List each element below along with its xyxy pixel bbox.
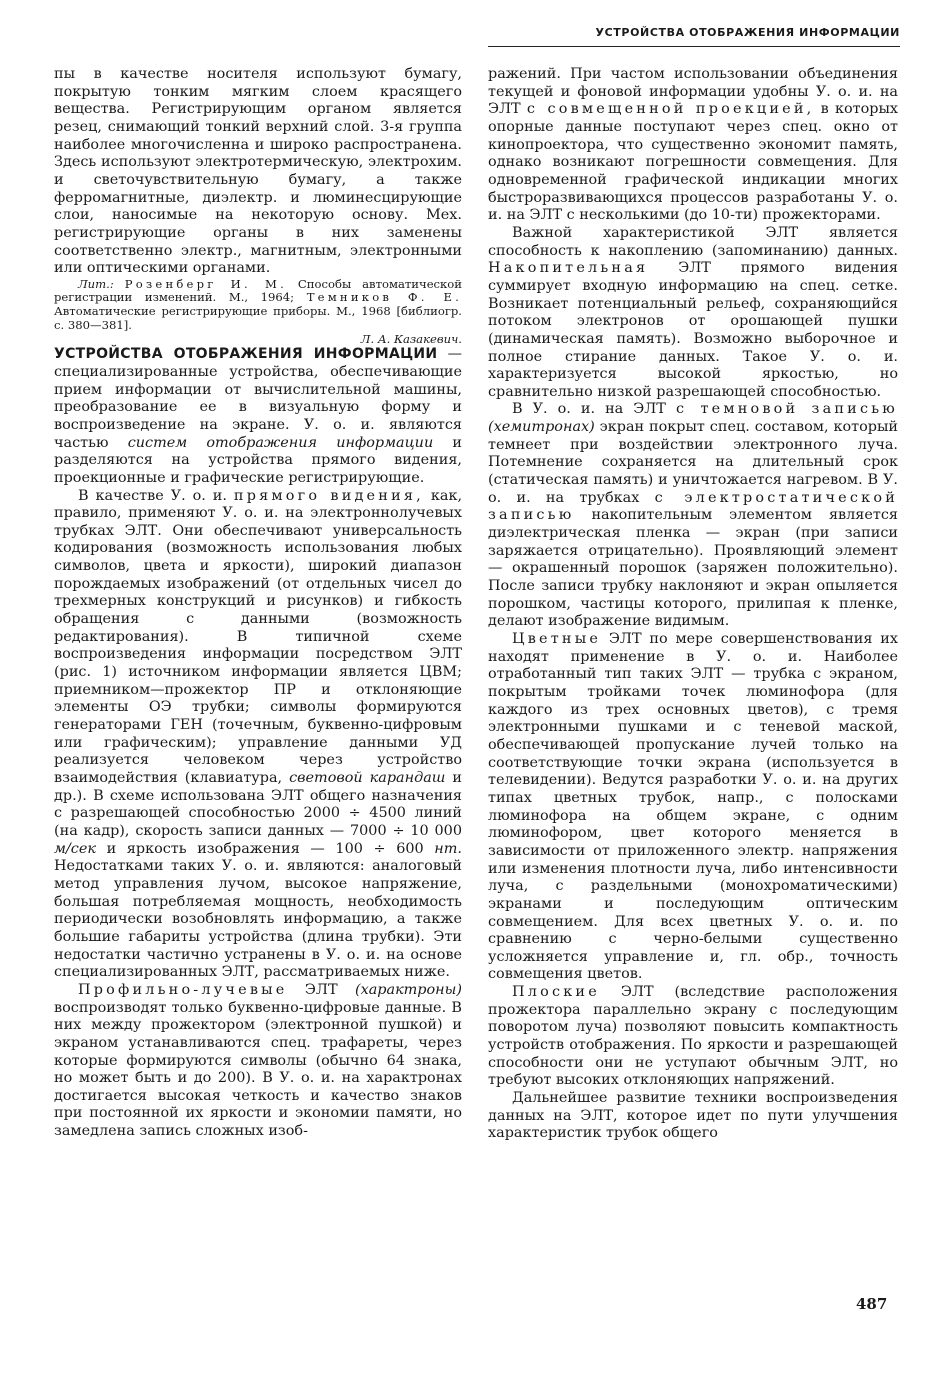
paragraph [488,631,898,984]
italic-term: (характроны) [354,981,462,998]
text-run: как, правило, применяют У. о. и. на электроннолучевых трубках ЭЛТ. Они обеспечивают универсальность кодирования (возможность использования любых символов, цвета и яркости), широкий диапазон порождаемых изображений (от отдельных чисел до трехмерных конструкций и рисунков) и гибкость обращения с данными (возможность редактирования). В типичной схеме воспроизведения информации посредством ЭЛТ (рис. 1) источником информации является ЦВМ; приемником—прожектор ПР и отклоняющие элементы ОЭ трубки; символы формируются генераторами ГЕН (точечным, буквенно-цифровым или графическим); управление данными УД реализуется человеком через устройство взаимодействия (клавиатура, [54,487,463,786]
lit-author: Розенберг И. М. [124,276,287,291]
text-run: ЭЛТ [304,981,338,998]
text-run: и яркость изображения — 100 ÷ 600 [106,840,424,857]
left-column [54,66,462,1141]
paragraph-continuation: пы в качестве носителя используют бумагу, покрытую тонким мягким слоем красящего вещества. Регистрирующим органом является резец, снимающий тонкий верхний слой. 3-я группа наиболее многочисленна и широко распространена. Здесь используют электротермическую, электрохим. и светочувствительную бумагу, а также ферромагнитные, диэлектр. и люминесцирующие слои, наносимые на некоторую основу. Мех. регистрирующие органы в них заменены соответственно электр., магнитным, электронными или оптическими органами. [54,66,462,277]
text-run: Дальнейшее развитие техники воспроизведения данных на ЭЛТ, которое идет по пути улучшения характеристик трубок общего [488,1090,898,1142]
text-run: накопительным элементом является диэлектрическая пленка — экран (при записи заряжается отрицательно). Проявляющий элемент — окрашенный порошок (заряжен положительно). После записи трубку наклоняют и экран опыляется порошком, частицы которого, прилипая к пленке, делают изображение видимым. [488,507,898,630]
text-run: ЭЛТ (вследствие расположения прожектора параллельно экрану с последующим поворотом луча) позволяют повысить компактность устройств отображения. По яркости и разрешающей способности они не уступают обычным ЭЛТ, но требуют высоких отклоняющих напряжений. [488,984,898,1089]
text-run: экран покрыт спец. составом, который темнеет при воздействии электронного луча. Потемнение сохраняется на длительный срок (статическая память) и уничтожается нагревом. В У. о. и. на трубках [488,419,898,506]
article-heading: УСТРОЙСТВА ОТОБРАЖЕНИЯ ИНФОРМАЦИИ [54,346,438,363]
italic-term: (хемитронах) [488,419,595,436]
lit-label: Лит.: [78,276,114,291]
lit-text: Способы автоматической регистрации изменений. М., 1964; [54,276,463,305]
text-run: ЭЛТ прямого видения суммирует входную информацию на спец. сетке. Возникает потенциальный рельеф, сохраняющийся потоком электронов от орошающей пушки (динамическая память). Возможно выборочное и полное стирание данных. Такое У. о. и. характеризуется высокой яркостью, но сравнительно низкой разрешающей способностью. [488,260,899,400]
paragraph [488,984,898,1090]
running-head: УСТРОЙСТВА ОТОБРАЖЕНИЯ ИНФОРМАЦИИ [595,26,900,39]
right-column [488,66,898,1143]
lit-author: Темников Ф. Е. [306,290,462,305]
page-number: 487 [856,1295,888,1313]
header-rule [488,46,900,47]
spaced-term: Накопительная [488,260,649,277]
text-run: в которых опорные данные поступают через спец. окно от кинопроектора, что существенно экономит память, однако возникают погрешности совмещения. Для одновременной графической индикации многих быстроразвивающихся процессов разработаны У. о. и. на ЭЛТ с несколькими (до 10-ти) прожекторами. [488,101,899,224]
spaced-term: Плоские [512,984,600,1001]
lit-text: Автоматические регистрирующие приборы. М., 1968 [библиогр. с. 380—381]. [54,304,462,332]
text-run: ражений. При частом использовании объединения текущей и фоновой информации удобны У. о. и. на ЭЛТ [488,66,898,118]
unit: нт. [434,840,462,857]
spaced-term: с электростатической записью [488,489,898,524]
text-run: воспроизводят только буквенно-цифровые данные. В них между прожектором (электронной пушкой) и экраном устанавливаются спец. трафареты, через которые формируются символы (обычно 64 знака, но может быть и до 200). В У. о. и. на характронах достигается высокая четкость и качество знаков при постоянной их яркости и экономии памяти, но замедлена запись сложных изоб- [54,999,462,1140]
spaced-term: Профильно-лучевые [78,981,288,998]
cross-reference: систем отображения информации [127,434,434,451]
text-run: и разделяются на устройства прямого видения, проекционные и графические регистрирующие. [54,434,463,486]
article-author: Л. А. Казакевич. [360,332,462,347]
bibliography [54,278,462,332]
spaced-term: с совмещенной проекцией, [526,101,815,118]
paragraph [54,982,462,1141]
text-run: В качестве У. о. и. [78,487,227,504]
text-run: — специализированные устройства, обеспечивающие прием информации от вычислительной машины, преобразование ее в визуальную форму и воспроизведение на экране. У. о. и. являются частью [54,346,462,451]
unit: м/сек [54,840,96,857]
cross-reference: световой карандаш [289,770,446,786]
text-run: ЭЛТ по мере совершенствования их находят применение в У. о. и. Наиболее отработанный тип таких ЭЛТ — трубка с экраном, покрытым тройками точек люминофора (для каждого из трех основных цветов), с тремя электронными пушками и с теневой маской, обеспечивающей пропускание лучей только на соответствующие точки экрана (используется в телевидении). Ведутся разработки У. о. и. на других типах цветных трубок, напр., с полосками люминофора на общем экране, с одним люминофором, цвет которого меняется в зависимости от приложенного электр. напряжения или изменения плотности луча, либо интенсивности луча, с раздельными (монохроматическими) экранами и последующим оптическим совмещением. Для всех цветных У. о. и. по сравнению с черно-белыми существенно усложняется управление и, гл. обр., точность совмещения цветов. [488,631,898,983]
paragraph [488,225,898,402]
text-run: В У. о. и. на ЭЛТ [512,401,666,418]
spaced-term: Цветные [512,631,602,647]
paragraph [488,1090,898,1143]
paragraph [488,401,898,631]
spaced-term: с темновой записью [675,401,898,418]
spaced-term: прямого видения, [233,487,424,504]
paragraph [54,488,462,982]
paragraph-continuation [488,66,898,225]
text-run: Важной характеристикой ЭЛТ является способность к накоплению (запоминанию) данных. [488,224,898,259]
article-intro [54,346,462,487]
text-run: и др.). В схеме использована ЭЛТ общего назначения с разрешающей способностью 2000 ÷ 4500 линий (на кадр), скорость записи данных — 7000 ÷ 10 000 [54,770,463,839]
text-run: Недостатками таких У. о. и. являются: аналоговый метод управления лучом, высокое напряжение, большая потребляемая мощность, необходимость периодически возобновлять информацию, а также большие габариты устройства (длина трубки). Эти недостатки частично устранены в У. о. и. на основе специализированных ЭЛТ, рассматриваемых ниже. [54,858,462,981]
